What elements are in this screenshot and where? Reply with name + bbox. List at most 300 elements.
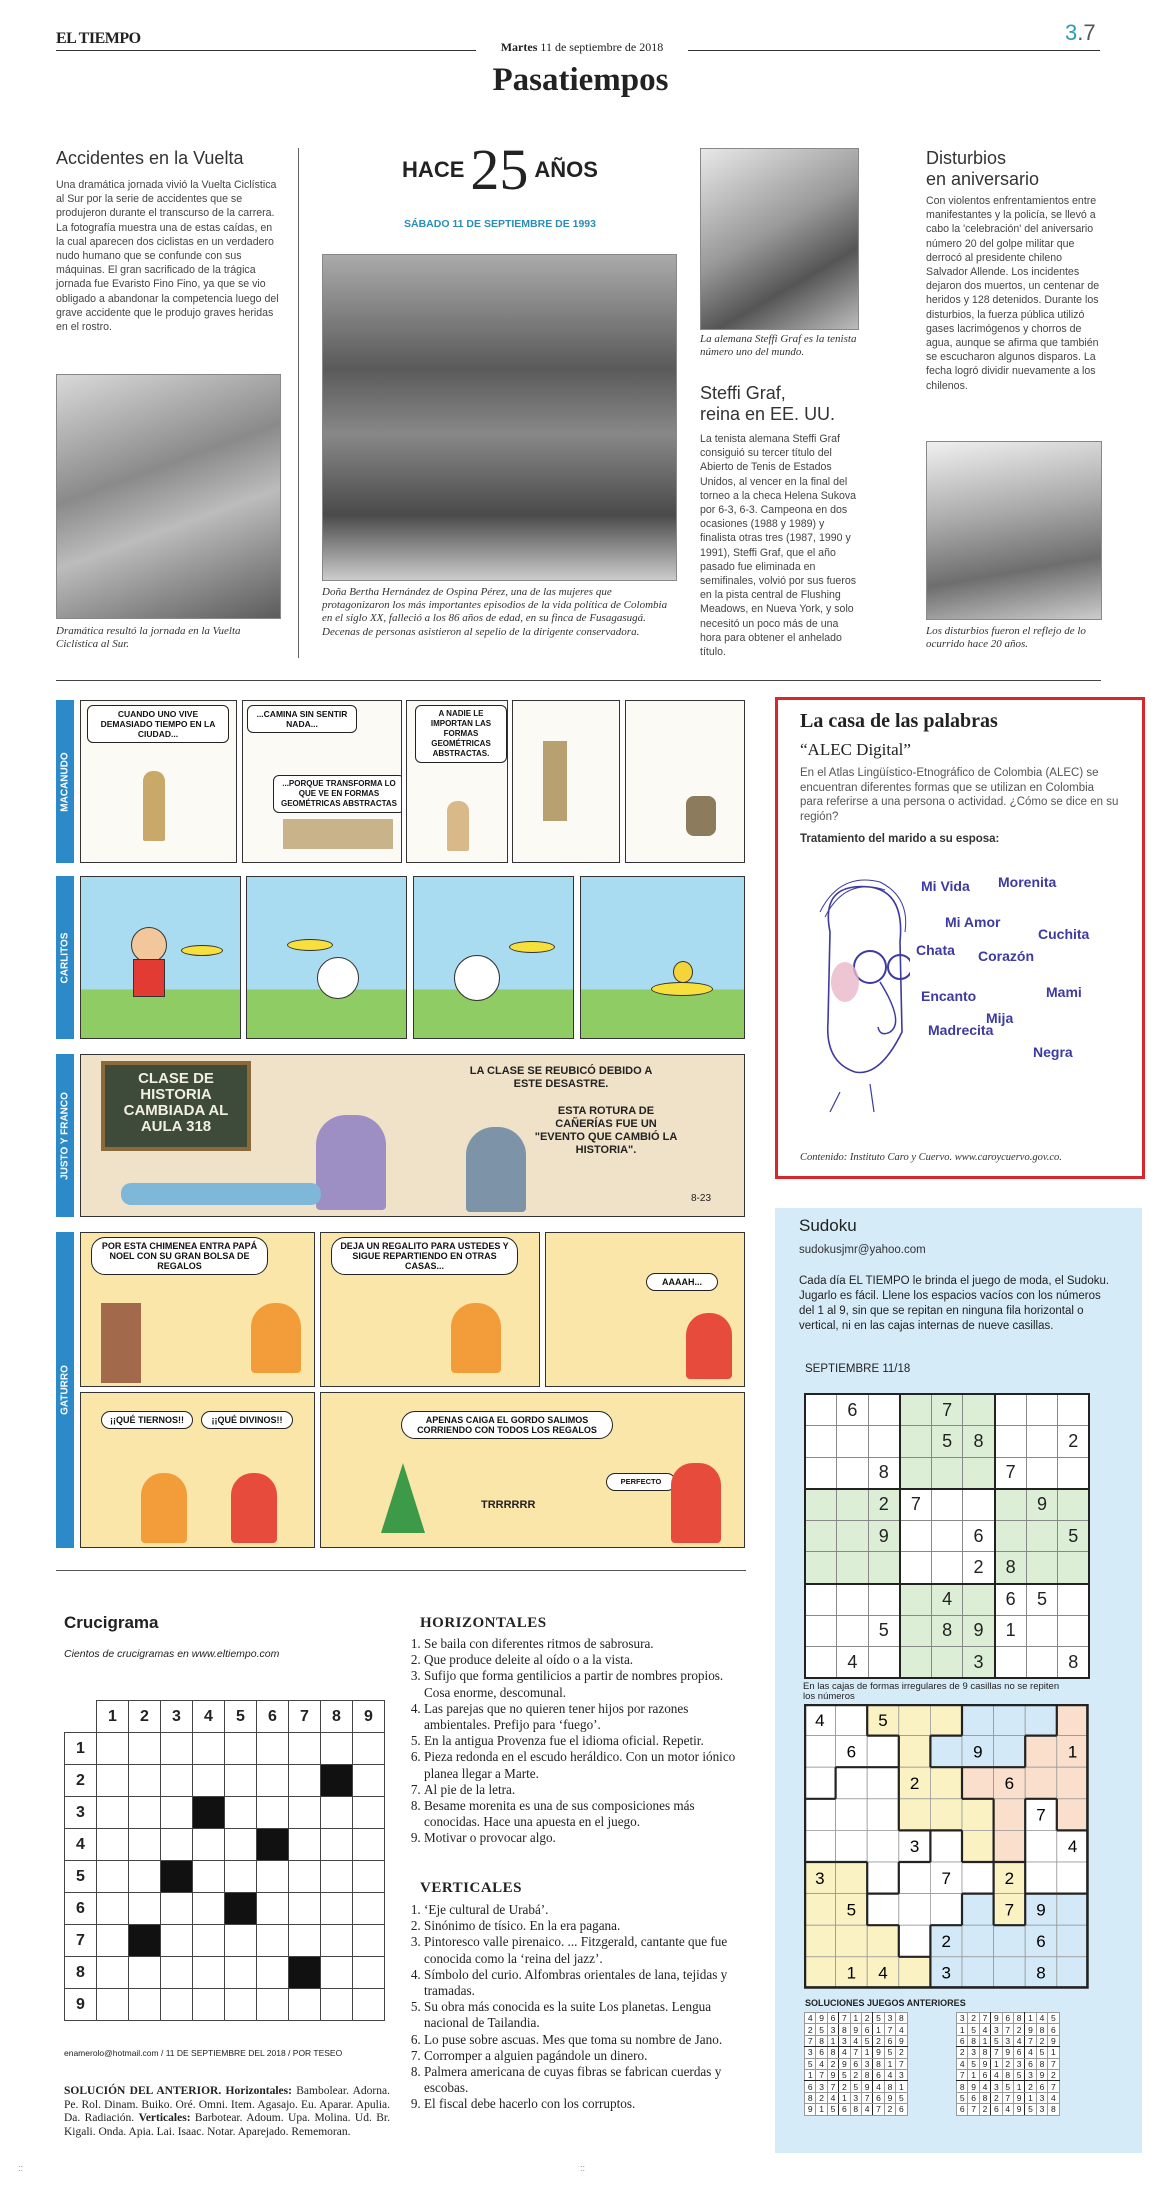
sudoku-cell[interactable]	[900, 1520, 932, 1552]
crossword-cell[interactable]	[193, 1893, 225, 1925]
irregular-sudoku-cell[interactable]	[867, 1925, 899, 1957]
sudoku-cell[interactable]	[963, 1394, 995, 1426]
irregular-sudoku-cell[interactable]	[804, 1925, 836, 1957]
irregular-sudoku-cell[interactable]	[867, 1767, 899, 1799]
solution-cell: 3	[816, 2081, 827, 2092]
sudoku-cell: 2	[868, 1489, 900, 1521]
sudoku-cell: 8	[963, 1426, 995, 1458]
sudoku-cell[interactable]	[1026, 1457, 1058, 1489]
solution-cell: 7	[896, 2058, 907, 2069]
crossword-cell[interactable]	[225, 1797, 257, 1829]
crossword-cell[interactable]	[225, 1925, 257, 1957]
solution-cell: 3	[861, 2058, 872, 2069]
clue: 4. Símbolo del curio. Alfombras orientales de lana, tejidas y tramadas.	[424, 1967, 748, 1999]
crossword-cell[interactable]	[257, 1733, 289, 1765]
crossword-cell[interactable]	[161, 1989, 193, 2021]
solution-cell: 3	[1002, 2035, 1013, 2046]
irregular-sudoku-cell[interactable]	[804, 1957, 836, 1989]
sudoku-cell: 8	[931, 1615, 963, 1647]
crossword-cell[interactable]	[353, 1733, 385, 1765]
irregular-sudoku-cell[interactable]	[994, 1799, 1026, 1831]
crossword-cell[interactable]	[97, 1733, 129, 1765]
solution-cell: 8	[957, 2081, 968, 2092]
sudoku-cell[interactable]	[1026, 1394, 1058, 1426]
irregular-sudoku-cell[interactable]	[1057, 1862, 1089, 1894]
crossword-credit: enamerolo@hotmail.com / 11 DE SEPTIEMBRE DEL 2018 / POR TESEO	[64, 2048, 343, 2058]
solution-cell: 6	[805, 2081, 816, 2092]
crossword-cell[interactable]	[161, 1765, 193, 1797]
crossword-cell[interactable]	[321, 1989, 353, 2021]
crossword-cell[interactable]	[321, 1733, 353, 1765]
clue: 3. Pintoresco valle pirenaico. ... Fitzgerald, cantante que fue conocida como la ‘reina del jazz’.	[424, 1934, 748, 1966]
crossword-cell[interactable]	[257, 1957, 289, 1989]
irregular-sudoku-cell[interactable]	[836, 1799, 868, 1831]
sudoku-cell[interactable]	[995, 1520, 1027, 1552]
solution-cell: 8	[1013, 2013, 1024, 2024]
comic-label-justo-y-franco: JUSTO Y FRANCO	[56, 1054, 74, 1217]
solution-cell: 7	[1002, 2024, 1013, 2035]
sudoku-cell[interactable]	[900, 1394, 932, 1426]
word-mi-amor: Mi Amor	[945, 914, 1001, 930]
crossword-cell[interactable]	[353, 1957, 385, 1989]
crossword-cell[interactable]	[321, 1957, 353, 1989]
irregular-sudoku-cell[interactable]	[930, 1736, 962, 1768]
irregular-sudoku-cell[interactable]	[962, 1862, 994, 1894]
solution-cell: 2	[884, 2104, 895, 2115]
crossword-cell[interactable]	[161, 1893, 193, 1925]
solution-cell: 3	[957, 2013, 968, 2024]
comic-label-gaturro: GATURRO	[56, 1232, 74, 1548]
comic-strip-macanudo	[80, 700, 745, 863]
irregular-sudoku-cell[interactable]	[899, 1925, 931, 1957]
sudoku-cell[interactable]	[837, 1457, 869, 1489]
black-square	[321, 1765, 353, 1797]
crossword-cell[interactable]	[289, 1733, 321, 1765]
article-title: Disturbios en aniversario	[926, 148, 1040, 189]
irregular-sudoku-cell[interactable]	[804, 1894, 836, 1926]
comic-panel	[545, 1232, 745, 1387]
speech-bubble: PERFECTO	[606, 1473, 676, 1491]
strip-date: 8-23	[691, 1193, 712, 1204]
sudoku-cell[interactable]	[963, 1457, 995, 1489]
irregular-sudoku-grid[interactable]	[804, 1704, 1090, 1990]
speech-bubble: POR ESTA CHIMENEA ENTRA PAPÁ NOEL CON SU GRAN BOLSA DE REGALOS	[91, 1237, 268, 1275]
irregular-sudoku-cell[interactable]	[836, 1830, 868, 1862]
crossword-cell[interactable]	[129, 1733, 161, 1765]
sudoku-cell: 8	[1058, 1647, 1090, 1679]
sudoku-cell[interactable]	[805, 1457, 837, 1489]
irregular-sudoku-cell[interactable]	[930, 1894, 962, 1926]
crossword-cell[interactable]	[129, 1765, 161, 1797]
solution-cell: 3	[1036, 2092, 1047, 2103]
crossword-cell[interactable]	[257, 1989, 289, 2021]
crossword-cell[interactable]	[225, 1989, 257, 2021]
crossword-cell[interactable]	[225, 1861, 257, 1893]
comic-panel	[246, 876, 407, 1039]
crossword-cell[interactable]	[289, 1861, 321, 1893]
crossword-cell[interactable]	[129, 1829, 161, 1861]
sudoku-cell[interactable]	[1058, 1615, 1090, 1647]
irregular-sudoku-cell[interactable]	[1025, 1830, 1057, 1862]
irregular-sudoku-cell[interactable]	[804, 1830, 836, 1862]
irregular-sudoku-cell[interactable]	[836, 1767, 868, 1799]
crossword-cell[interactable]	[97, 1765, 129, 1797]
crossword-subtitle: Cientos de crucigramas en www.eltiempo.com	[64, 1648, 280, 1660]
solution-cell: 2	[839, 2081, 850, 2092]
sudoku-cell[interactable]	[837, 1489, 869, 1521]
irregular-sudoku-cell[interactable]	[804, 1799, 836, 1831]
sudoku-cell[interactable]	[837, 1615, 869, 1647]
crossword-cell[interactable]	[97, 1957, 129, 1989]
photo-caption: Dramática resultó la jornada en la Vuelta Ciclística al Sur.	[56, 625, 241, 650]
sudoku-cell[interactable]	[963, 1489, 995, 1521]
irregular-sudoku-cell[interactable]	[899, 1736, 931, 1768]
crossword-cell[interactable]	[193, 1989, 225, 2021]
word-encanto: Encanto	[921, 988, 977, 1004]
irregular-sudoku-cell[interactable]	[962, 1799, 994, 1831]
sudoku-cell[interactable]	[995, 1647, 1027, 1679]
irregular-note: En las cajas de formas irregulares de 9 casillas no se repiten los números	[803, 1681, 1060, 1702]
clue: 3. Sufijo que forma gentilicios a partir de nombres propios. Cosa enorme, descomunal.	[424, 1668, 748, 1700]
sudoku-cell: 2	[963, 1552, 995, 1584]
irregular-sudoku-cell[interactable]	[899, 1799, 931, 1831]
crossword-cell[interactable]	[225, 1957, 257, 1989]
sudoku-cell[interactable]	[900, 1457, 932, 1489]
verticales-title: VERTICALES	[420, 1880, 523, 1896]
sudoku-cell[interactable]	[1058, 1394, 1090, 1426]
irregular-sudoku-cell[interactable]	[867, 1862, 899, 1894]
irregular-sudoku-cell[interactable]	[930, 1830, 962, 1862]
sudoku-cell[interactable]	[1026, 1426, 1058, 1458]
solution-cell: 3	[884, 2013, 895, 2024]
column-number: 7	[289, 1701, 321, 1733]
sudoku-cell[interactable]	[995, 1489, 1027, 1521]
sudoku-cell[interactable]	[868, 1426, 900, 1458]
crossword-cell[interactable]	[289, 1797, 321, 1829]
word-negra: Negra	[1033, 1044, 1073, 1060]
solution-cell: 1	[861, 2047, 872, 2058]
crossword-cell[interactable]	[225, 1829, 257, 1861]
irregular-sudoku-cell[interactable]	[899, 1862, 931, 1894]
irregular-sudoku-cell[interactable]	[962, 1830, 994, 1862]
sudoku-cell[interactable]	[868, 1552, 900, 1584]
trim-mark: ::	[18, 2163, 24, 2173]
sudoku-cell[interactable]	[805, 1520, 837, 1552]
irregular-sudoku-cell[interactable]	[1057, 1799, 1089, 1831]
solution-cell: 8	[896, 2013, 907, 2024]
irregular-sudoku-cell[interactable]	[867, 1736, 899, 1768]
character	[686, 796, 716, 836]
irregular-sudoku-cell[interactable]	[994, 1925, 1026, 1957]
sudoku-cell[interactable]	[900, 1647, 932, 1679]
irregular-sudoku-cell[interactable]	[994, 1736, 1026, 1768]
sudoku-cell[interactable]	[995, 1426, 1027, 1458]
crossword-grid[interactable]	[64, 1700, 385, 2021]
row-number: 1	[65, 1733, 97, 1765]
irregular-sudoku-cell[interactable]	[899, 1704, 931, 1736]
solution-cell: 6	[827, 2013, 838, 2024]
sudoku-cell[interactable]	[931, 1647, 963, 1679]
crossword-cell[interactable]	[193, 1861, 225, 1893]
sudoku-cell[interactable]	[837, 1520, 869, 1552]
sudoku-cell[interactable]	[900, 1615, 932, 1647]
irregular-sudoku-cell[interactable]	[836, 1925, 868, 1957]
irregular-sudoku-cell[interactable]	[962, 1925, 994, 1957]
crossword-cell[interactable]	[289, 1925, 321, 1957]
irregular-sudoku-number: 1	[846, 1963, 857, 1983]
crossword-cell[interactable]	[97, 1893, 129, 1925]
sudoku-cell[interactable]	[1058, 1489, 1090, 1521]
irregular-sudoku-cell[interactable]	[962, 1704, 994, 1736]
crossword-cell[interactable]	[353, 1861, 385, 1893]
photo-caption: Los disturbios fueron el reflejo de lo ocurrido hace 20 años.	[926, 625, 1086, 650]
irregular-sudoku-cell[interactable]	[899, 1957, 931, 1989]
column-number: 1	[97, 1701, 129, 1733]
crossword-cell[interactable]	[97, 1989, 129, 2021]
solution-cell: 2	[896, 2047, 907, 2058]
sudoku-cell[interactable]	[931, 1520, 963, 1552]
row-number: 3	[65, 1797, 97, 1829]
irregular-sudoku-cell[interactable]	[1025, 1704, 1057, 1736]
sudoku-cell[interactable]	[995, 1394, 1027, 1426]
sudoku-cell[interactable]	[805, 1584, 837, 1616]
solution-cell: 9	[873, 2047, 884, 2058]
solution-cell: 7	[873, 2104, 884, 2115]
crossword-cell[interactable]	[289, 1829, 321, 1861]
sudoku-cell[interactable]	[963, 1584, 995, 1616]
sudoku-cell: 7	[900, 1489, 932, 1521]
sudoku-cell[interactable]	[805, 1394, 837, 1426]
sudoku-date: SEPTIEMBRE 11/18	[805, 1363, 911, 1375]
crossword-cell[interactable]	[321, 1861, 353, 1893]
irregular-sudoku-cell[interactable]	[836, 1862, 868, 1894]
solution-cell: 5	[1025, 2104, 1036, 2115]
crossword-cell[interactable]	[321, 1829, 353, 1861]
solution-cell: 4	[827, 2092, 838, 2103]
sudoku-cell[interactable]	[900, 1552, 932, 1584]
crossword-cell[interactable]	[321, 1797, 353, 1829]
crossword-cell[interactable]	[353, 1765, 385, 1797]
sudoku-cell[interactable]	[837, 1584, 869, 1616]
crossword-cell[interactable]	[129, 1797, 161, 1829]
comic-panel	[80, 1392, 315, 1548]
irregular-sudoku-cell[interactable]	[867, 1894, 899, 1926]
irregular-sudoku-number: 4	[815, 1710, 825, 1730]
crossword-cell[interactable]	[353, 1989, 385, 2021]
sudoku-cell: 4	[931, 1584, 963, 1616]
solution-cell: 7	[1048, 2058, 1059, 2069]
irregular-sudoku-cell[interactable]	[836, 1704, 868, 1736]
solution-cell: 7	[850, 2047, 861, 2058]
sudoku-cell[interactable]	[1058, 1457, 1090, 1489]
irregular-sudoku-cell[interactable]	[962, 1767, 994, 1799]
solution-cell: 3	[827, 2024, 838, 2035]
crossword-cell[interactable]	[193, 1957, 225, 1989]
crossword-cell[interactable]	[225, 1765, 257, 1797]
solution-cell: 2	[1036, 2035, 1047, 2046]
gaturro	[141, 1473, 187, 1543]
crossword-cell[interactable]	[289, 1765, 321, 1797]
crossword-cell[interactable]	[289, 1989, 321, 2021]
crossword-cell[interactable]	[161, 1957, 193, 1989]
irregular-sudoku-cell[interactable]	[1057, 1767, 1089, 1799]
sudoku-cell[interactable]	[900, 1584, 932, 1616]
irregular-sudoku-cell[interactable]	[1025, 1767, 1057, 1799]
solution-cell: 1	[1025, 2092, 1036, 2103]
crossword-cell[interactable]	[257, 1765, 289, 1797]
clue: 1. Se baila con diferentes ritmos de sabrosura.	[424, 1636, 748, 1652]
solution-cell: 9	[850, 2024, 861, 2035]
crossword-cell[interactable]	[97, 1861, 129, 1893]
riot-photo	[926, 441, 1102, 620]
character	[143, 771, 165, 841]
crossword-cell[interactable]	[193, 1829, 225, 1861]
crossword-cell[interactable]	[321, 1925, 353, 1957]
clue: 2. Sinónimo de tísico. En la era pagana.	[424, 1918, 748, 1934]
sudoku-cell[interactable]	[805, 1489, 837, 1521]
solution-cell: 9	[839, 2058, 850, 2069]
crossword-cell[interactable]	[289, 1893, 321, 1925]
solution-cell: 9	[1013, 2104, 1024, 2115]
solution-cell: 7	[884, 2024, 895, 2035]
solution-cell: 4	[979, 2081, 990, 2092]
crossword-cell[interactable]	[97, 1925, 129, 1957]
solution-cell: 2	[1048, 2069, 1059, 2080]
trim-mark: ::	[580, 2163, 586, 2173]
irregular-sudoku-cell[interactable]	[867, 1830, 899, 1862]
crossword-cell[interactable]	[97, 1829, 129, 1861]
article-title: Steffi Graf, reina en EE. UU.	[700, 383, 836, 424]
irregular-sudoku-cell[interactable]	[804, 1767, 836, 1799]
sudoku-cell[interactable]	[1026, 1647, 1058, 1679]
solution-cell: 8	[816, 2035, 827, 2046]
solution-cell: 1	[873, 2024, 884, 2035]
sudoku-cell[interactable]	[805, 1426, 837, 1458]
sudoku-cell[interactable]	[900, 1426, 932, 1458]
crossword-cell[interactable]	[353, 1893, 385, 1925]
crossword-cell[interactable]	[193, 1765, 225, 1797]
solution-cell: 1	[805, 2069, 816, 2080]
sudoku-intro: Cada día EL TIEMPO le brinda el juego de moda, el Sudoku. Jugarlo es fácil. Llene los espacios vacíos con los números del 1 al 9, sin que se repitan en ninguna fila horizontal o vertical, ni en las cajas internas de nueve casillas.	[799, 1275, 1110, 1332]
irregular-sudoku-cell[interactable]	[962, 1894, 994, 1926]
header-rule	[56, 50, 476, 51]
christmas-tree	[381, 1463, 425, 1533]
irregular-sudoku-cell[interactable]	[1057, 1704, 1089, 1736]
sudoku-cell[interactable]	[1058, 1584, 1090, 1616]
sudoku-cell[interactable]	[1058, 1552, 1090, 1584]
crossword-cell[interactable]	[321, 1893, 353, 1925]
irregular-sudoku-number: 2	[941, 1932, 951, 1951]
solution-cell: 2	[873, 2035, 884, 2046]
sudoku-grid[interactable]	[804, 1393, 1090, 1679]
solution-cell: 5	[850, 2081, 861, 2092]
crossword-cell[interactable]	[257, 1925, 289, 1957]
irregular-sudoku-cell[interactable]	[1057, 1925, 1089, 1957]
irregular-sudoku-cell[interactable]	[994, 1830, 1026, 1862]
crossword-cell[interactable]	[257, 1861, 289, 1893]
crossword-cell[interactable]	[129, 1989, 161, 2021]
solution-cell: 1	[1025, 2013, 1036, 2024]
sudoku-title: Sudoku	[799, 1216, 857, 1235]
irregular-sudoku-cell[interactable]	[930, 1704, 962, 1736]
casa-question: Tratamiento del marido a su esposa:	[800, 833, 1000, 845]
sudoku-cell: 5	[931, 1426, 963, 1458]
sudoku-cell[interactable]	[931, 1552, 963, 1584]
crossword-cell[interactable]	[161, 1925, 193, 1957]
crossword-cell[interactable]	[97, 1797, 129, 1829]
sudoku-cell[interactable]	[805, 1552, 837, 1584]
crossword-cell[interactable]	[161, 1733, 193, 1765]
irregular-sudoku-cell[interactable]	[1025, 1736, 1057, 1768]
article-body: Una dramática jornada vivió la Vuelta Ciclística al Sur por la serie de accidentes que se produjeron durante el transcurso de la carrera. La fotografía muestra una de estas caídas, en la cual aparecen dos ciclistas en un verdadero nudo humano que se confunde con sus máquinas. El gran sacrificado de la trágica jornada fue Evaristo Fino Fino, ya que se vio obligado a abandonar la competencia luego del grave accidente que le produjo graves heridas en el rostro.	[56, 179, 279, 334]
crossword-cell[interactable]	[193, 1925, 225, 1957]
sudoku-cell[interactable]	[837, 1426, 869, 1458]
sudoku-cell[interactable]	[1026, 1520, 1058, 1552]
previous-solution: SOLUCIÓN DEL ANTERIOR. Horizontales: Bambolear. Adorna. Pe. Rol. Dinam. Buiko. Oré. Omni. Item. Agasajo. Eu. Aparar. Apulia. Da. Radiación. Verticales: Barbotear. Adoum. Upa. Molina. Ud. Br. Kigali. Onda. Apia. Lai. Isaac. Notar. Aparejado. Rememoran.	[64, 2085, 390, 2138]
crossword-cell[interactable]	[257, 1893, 289, 1925]
crossword-cell[interactable]	[225, 1733, 257, 1765]
sudoku-cell[interactable]	[868, 1584, 900, 1616]
irregular-sudoku-cell[interactable]	[994, 1957, 1026, 1989]
crossword-cell[interactable]	[353, 1925, 385, 1957]
solution-cell: 2	[1002, 2058, 1013, 2069]
solution-cell: 4	[1036, 2013, 1047, 2024]
irregular-sudoku-cell[interactable]	[930, 1799, 962, 1831]
irregular-sudoku-cell[interactable]	[1057, 1957, 1089, 1989]
sudoku-cell[interactable]	[868, 1394, 900, 1426]
crossword-cell[interactable]	[161, 1797, 193, 1829]
sudoku-cell[interactable]	[805, 1615, 837, 1647]
speech-bubble: A NADIE LE IMPORTAN LAS FORMAS GEOMÉTRICAS ABSTRACTAS.	[415, 705, 507, 763]
sudoku-cell[interactable]	[931, 1489, 963, 1521]
sudoku-cell[interactable]	[1026, 1552, 1058, 1584]
crossword-cell[interactable]	[353, 1797, 385, 1829]
sudoku-cell[interactable]	[837, 1552, 869, 1584]
comic-panel	[80, 700, 237, 863]
sudoku-cell[interactable]	[931, 1457, 963, 1489]
solutions-title: SOLUCIONES JUEGOS ANTERIORES	[805, 1998, 966, 2008]
sudoku-cell[interactable]	[868, 1647, 900, 1679]
crossword-cell[interactable]	[129, 1861, 161, 1893]
geometric-shapes	[283, 819, 393, 849]
clue: 8. Besame morenita es una de sus composiciones más conocidas. Hace una apuesta en el juego.	[424, 1798, 748, 1830]
solution-cell: 5	[816, 2024, 827, 2035]
crossword-cell[interactable]	[129, 1957, 161, 1989]
irregular-sudoku-cell[interactable]	[804, 1736, 836, 1768]
sudoku-cell[interactable]	[805, 1647, 837, 1679]
irregular-sudoku-cell[interactable]	[930, 1767, 962, 1799]
irregular-sudoku-cell[interactable]	[962, 1957, 994, 1989]
sudoku-cell[interactable]	[1026, 1615, 1058, 1647]
irregular-sudoku-number: 7	[1036, 1805, 1046, 1825]
irregular-sudoku-cell[interactable]	[1057, 1894, 1089, 1926]
irregular-sudoku-cell[interactable]	[1025, 1862, 1057, 1894]
face-illustration	[800, 872, 910, 1112]
crossword-cell[interactable]	[129, 1893, 161, 1925]
solution-cell: 7	[816, 2069, 827, 2080]
solution-cell: 8	[1002, 2069, 1013, 2080]
crossword-cell[interactable]	[161, 1829, 193, 1861]
irregular-sudoku-cell[interactable]	[867, 1799, 899, 1831]
crossword-cell[interactable]	[257, 1797, 289, 1829]
solution-cell: 7	[991, 2047, 1002, 2058]
clue: 7. Al pie de la letra.	[424, 1782, 748, 1798]
crossword-cell[interactable]	[193, 1733, 225, 1765]
chalkboard: CLASE DE HISTORIA CAMBIADA AL AULA 318	[101, 1061, 251, 1151]
crossword-cell[interactable]	[353, 1829, 385, 1861]
irregular-sudoku-cell[interactable]	[994, 1704, 1026, 1736]
irregular-sudoku-cell[interactable]	[899, 1894, 931, 1926]
